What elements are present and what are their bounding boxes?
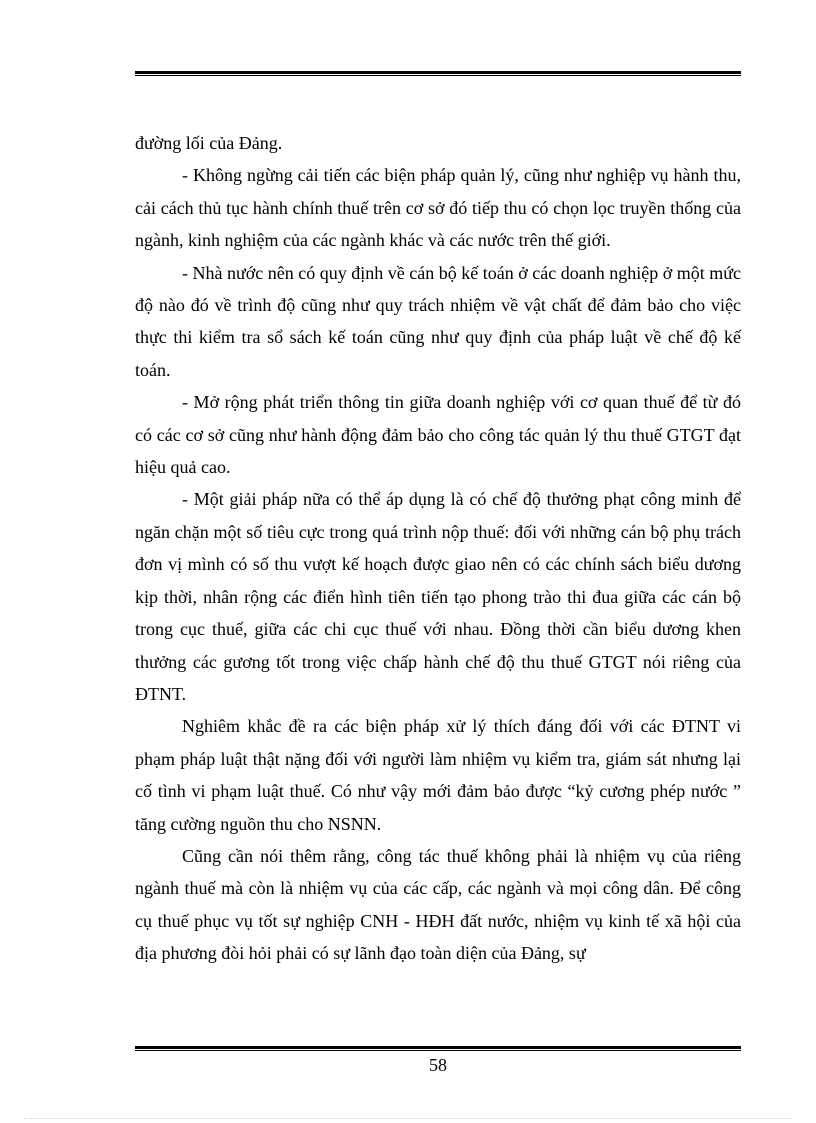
- header-rule: [135, 71, 741, 76]
- paragraph: đường lối của Đảng.: [135, 133, 283, 153]
- paragraph: - Nhà nước nên có quy định về cán bộ kế toán ở các doanh nghiệp ở một mức độ nào đó về trình độ cũng như quy trách nhiệm về vật chất để đảm bảo cho việc thực thi kiểm tra sổ sách kế toán cũng như quy định của pháp luật về chế độ kế toán.: [135, 262, 741, 380]
- paragraph: - Không ngừng cải tiến các biện pháp quản lý, cũng như nghiệp vụ hành thu, cải cách thủ tục hành chính thuế trên cơ sở đó tiếp thu có chọn lọc truyền thống của ngành, kinh nghiệm của các ngành khác và các nước trên thế giới.: [135, 165, 741, 251]
- page-edge-divider: [24, 1118, 792, 1119]
- document-body: [135, 127, 741, 970]
- paragraph: Cũng cần nói thêm rằng, công tác thuế không phải là nhiệm vụ của riêng ngành thuế mà còn là nhiệm vụ của các cấp, các ngành và mọi công dân. Để công cụ thuế phục vụ tốt sự nghiệp CNH - HĐH đất nước, nhiệm vụ kinh tế xã hội của địa phương đòi hỏi phải có sự lãnh đạo toàn diện của Đảng, sự: [135, 845, 741, 964]
- paragraph: - Mở rộng phát triển thông tin giữa doanh nghiệp với cơ quan thuế để từ đó có các cơ sở cũng như hành động đảm bảo cho công tác quản lý thu thuế GTGT đạt hiệu quả cao.: [135, 392, 741, 478]
- paragraph: Nghiêm khắc đề ra các biện pháp xử lý thích đáng đối với các ĐTNT vi phạm pháp luật thật nặng đối với người làm nhiệm vụ kiểm tra, giám sát nhưng lại cố tình vi phạm luật thuế. Có như vậy mới đảm bảo được “kỷ cương phép nước ” tăng cường nguồn thu cho NSNN.: [135, 716, 741, 834]
- paragraph: - Một giải pháp nữa có thể áp dụng là có chế độ thưởng phạt công minh để ngăn chặn một số tiêu cực trong quá trình nộp thuế: đối với những cán bộ phụ trách đơn vị mình có số thu vượt kế hoạch được giao nên có các chính sách biểu dương kịp thời, nhân rộng các điển hình tiên tiến tạo phong trào thi đua giữa các cán bộ trong cục thuế, giữa các chi cục thuế với nhau. Đồng thời cần biểu dương khen thưởng các gương tốt trong việc chấp hành chế độ thu thuế GTGT nói riêng của ĐTNT.: [135, 489, 741, 704]
- page-number: 58: [429, 1055, 447, 1075]
- footer-rule: [135, 1046, 741, 1051]
